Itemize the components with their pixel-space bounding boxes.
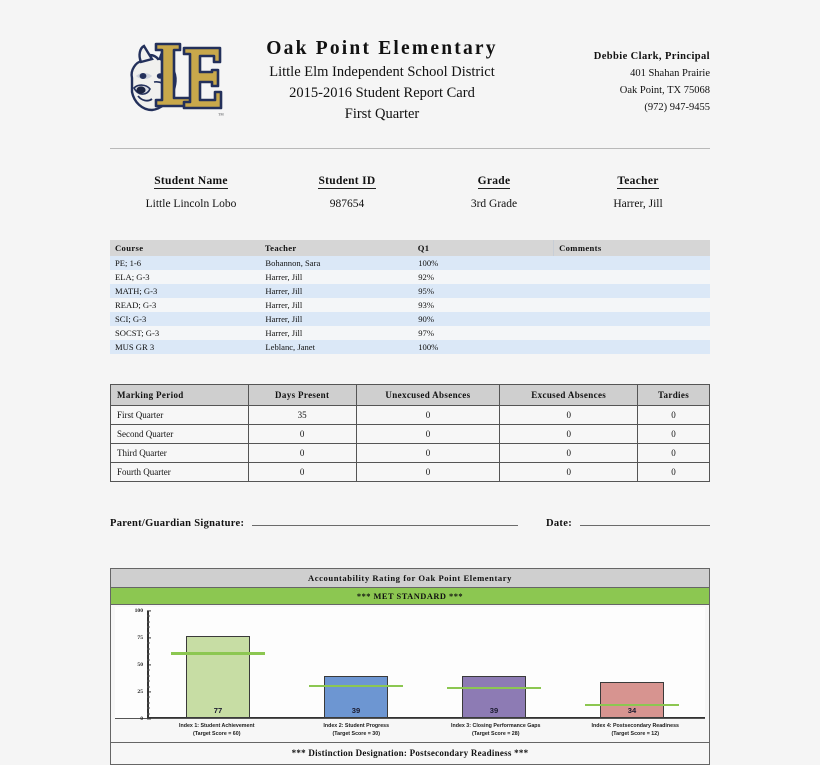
course-table-header-row	[110, 240, 710, 256]
table-row	[111, 463, 710, 482]
q1-cell: 92%	[418, 272, 434, 282]
school-address-street: 401 Shahan Prairie	[630, 68, 710, 79]
course-table-body	[110, 256, 710, 354]
comments-cell	[554, 298, 710, 312]
chart-target-line	[171, 652, 265, 654]
table-row	[110, 326, 710, 340]
page-header	[0, 0, 820, 132]
teacher-cell: Harrer, Jill	[265, 314, 303, 324]
excused-cell: 0	[500, 444, 638, 463]
student-name-value: Little Lincoln Lobo	[145, 198, 237, 210]
comments-col-header: Comments	[554, 240, 710, 256]
course-cell: SOCST; G-3	[115, 328, 160, 338]
chart-bar-value: 39	[489, 706, 499, 715]
q1-cell: 100%	[418, 342, 439, 352]
table-row	[110, 256, 710, 270]
marking-period-cell: Third Quarter	[111, 444, 249, 463]
quarter-label: First Quarter	[344, 106, 420, 123]
teacher-col-header: Teacher	[260, 240, 413, 256]
y-axis-tick-label: 75	[137, 635, 143, 641]
signature-row	[110, 518, 710, 529]
course-cell: MUS GR 3	[115, 342, 155, 352]
q1-cell: 93%	[418, 300, 434, 310]
q1-cell: 100%	[418, 258, 439, 268]
table-row	[110, 270, 710, 284]
chart-target-sublabel: (Target Score = 28)	[472, 731, 520, 738]
chart-target-sublabel: (Target Score = 60)	[193, 731, 241, 738]
days-present-cell: 0	[248, 444, 356, 463]
unexcused-cell: 0	[356, 406, 500, 425]
comments-cell	[554, 284, 710, 298]
header-title-block	[214, 28, 550, 125]
table-row	[110, 298, 710, 312]
chart-category-label	[287, 722, 427, 738]
chart-category-name: Index 4: Postsecondary Readiness	[591, 723, 679, 729]
chart-bar-group	[425, 611, 563, 718]
q1-cell: 90%	[418, 314, 434, 324]
attendance-header-row	[111, 385, 710, 406]
comments-cell	[554, 270, 710, 284]
comments-cell	[554, 312, 710, 326]
svg-text:™: ™	[218, 113, 224, 119]
days-present-cell: 35	[248, 406, 356, 425]
page-title: Oak Point Elementary	[266, 38, 498, 59]
y-axis-tick-label: 50	[137, 662, 143, 668]
chart-bar[interactable]	[462, 676, 526, 718]
chart-x-axis-labels	[111, 719, 709, 742]
unexcused-cell: 0	[356, 444, 500, 463]
q1-cell: 95%	[418, 286, 434, 296]
q1-col-header: Q1	[413, 240, 554, 256]
report-card-title: 2015-2016 Student Report Card	[289, 85, 475, 102]
table-row	[110, 284, 710, 298]
comments-cell	[554, 256, 710, 270]
attendance-table-body	[111, 406, 710, 482]
grade-field	[422, 171, 566, 210]
chart-target-line	[447, 687, 541, 689]
student-id-field	[272, 171, 422, 210]
distinction-designation: *** Distinction Designation: Postsecondary Readiness ***	[111, 742, 709, 764]
accountability-panel	[110, 568, 710, 765]
chart-target-line	[585, 704, 679, 706]
chart-bar-value: 34	[627, 706, 637, 715]
excused-cell: 0	[500, 463, 638, 482]
chart-bar-group	[149, 611, 287, 718]
table-row	[110, 340, 710, 354]
le-lobos-logo-icon	[128, 32, 224, 132]
student-id-label: Student ID	[318, 175, 376, 187]
teacher-field	[566, 171, 710, 210]
school-address-city: Oak Point, TX 75068	[619, 85, 710, 96]
teacher-cell: Harrer, Jill	[265, 300, 303, 310]
chart-bar-value: 77	[213, 706, 223, 715]
tardies-cell: 0	[638, 444, 710, 463]
chart-category-name: Index 2: Student Progress	[323, 723, 390, 729]
teacher-cell: Harrer, Jill	[265, 328, 303, 338]
excused-cell: 0	[500, 406, 638, 425]
table-row	[110, 312, 710, 326]
parent-signature-label: Parent/Guardian Signature:	[110, 518, 245, 529]
excused-cell: 0	[500, 425, 638, 444]
teacher-cell: Leblanc, Janet	[265, 342, 316, 352]
marking-period-cell: First Quarter	[111, 406, 249, 425]
tardies-cell: 0	[638, 425, 710, 444]
chart-bar[interactable]	[600, 682, 664, 718]
course-cell: ELA; G-3	[115, 272, 150, 282]
table-row	[111, 425, 710, 444]
chart-target-sublabel: (Target Score = 12)	[611, 731, 659, 738]
marking-period-col-header: Marking Period	[111, 385, 249, 406]
school-phone: (972) 947-9455	[644, 102, 710, 113]
course-cell: SCI; G-3	[115, 314, 147, 324]
principal-name: Debbie Clark, Principal	[593, 51, 710, 62]
teacher-value: Harrer, Jill	[613, 198, 663, 210]
chart-bar[interactable]	[186, 636, 250, 718]
date-input[interactable]	[580, 525, 710, 526]
chart-category-name: Index 1: Student Achievement	[179, 723, 255, 729]
status-badge: *** MET STANDARD ***	[111, 588, 709, 605]
excused-absences-col-header: Excused Absences	[500, 385, 638, 406]
attendance-table	[110, 384, 710, 482]
accountability-title: Accountability Rating for Oak Point Elementary	[111, 569, 709, 588]
student-name-label: Student Name	[154, 175, 228, 187]
teacher-cell: Bohannon, Sara	[265, 258, 321, 268]
days-present-cell: 0	[248, 425, 356, 444]
course-cell: MATH; G-3	[115, 286, 158, 296]
unexcused-cell: 0	[356, 463, 500, 482]
grade-label: Grade	[477, 175, 511, 187]
principal-info	[550, 28, 710, 116]
y-axis-tick-mark	[147, 718, 151, 719]
comments-cell	[554, 326, 710, 340]
chart-bar-group	[287, 611, 425, 718]
chart-bar[interactable]	[324, 676, 388, 718]
y-axis-tick-label: 0	[140, 716, 143, 722]
chart-category-label	[566, 722, 706, 738]
student-id-value: 987654	[329, 198, 365, 210]
chart-target-line	[309, 685, 403, 687]
chart-category-label	[147, 722, 287, 738]
student-name-field	[110, 171, 272, 210]
y-axis-tick-label: 100	[134, 608, 143, 614]
header-divider	[110, 148, 710, 149]
course-col-header: Course	[110, 240, 260, 256]
school-logo	[128, 32, 224, 132]
chart-bar-value: 39	[351, 706, 361, 715]
chart-plot-area	[149, 611, 701, 718]
accountability-bar-chart	[115, 607, 705, 722]
chart-bar-group	[563, 611, 701, 718]
chart-category-label	[426, 722, 566, 738]
q1-cell: 97%	[418, 328, 434, 338]
marking-period-cell: Second Quarter	[111, 425, 249, 444]
comments-cell	[554, 340, 710, 354]
teacher-cell: Harrer, Jill	[265, 272, 303, 282]
table-row	[111, 406, 710, 425]
course-cell: READ; G-3	[115, 300, 157, 310]
grade-value: 3rd Grade	[470, 198, 518, 210]
unexcused-cell: 0	[356, 425, 500, 444]
parent-signature-input[interactable]	[252, 525, 518, 526]
district-name: Little Elm Independent School District	[269, 64, 495, 81]
table-row	[111, 444, 710, 463]
chart-target-sublabel: (Target Score = 30)	[332, 731, 380, 738]
marking-period-cell: Fourth Quarter	[111, 463, 249, 482]
tardies-cell: 0	[638, 463, 710, 482]
tardies-cell: 0	[638, 406, 710, 425]
course-grades-table	[110, 240, 710, 354]
teacher-cell: Harrer, Jill	[265, 286, 303, 296]
course-cell: PE; 1-6	[115, 258, 142, 268]
chart-category-name: Index 3: Closing Performance Gaps	[451, 723, 541, 729]
teacher-label: Teacher	[617, 175, 659, 187]
y-axis-tick-label: 25	[137, 689, 143, 695]
unexcused-absences-col-header: Unexcused Absences	[356, 385, 500, 406]
days-present-cell: 0	[248, 463, 356, 482]
date-label: Date:	[546, 518, 572, 529]
tardies-col-header: Tardies	[638, 385, 710, 406]
student-info-row	[110, 171, 710, 210]
days-present-col-header: Days Present	[248, 385, 356, 406]
